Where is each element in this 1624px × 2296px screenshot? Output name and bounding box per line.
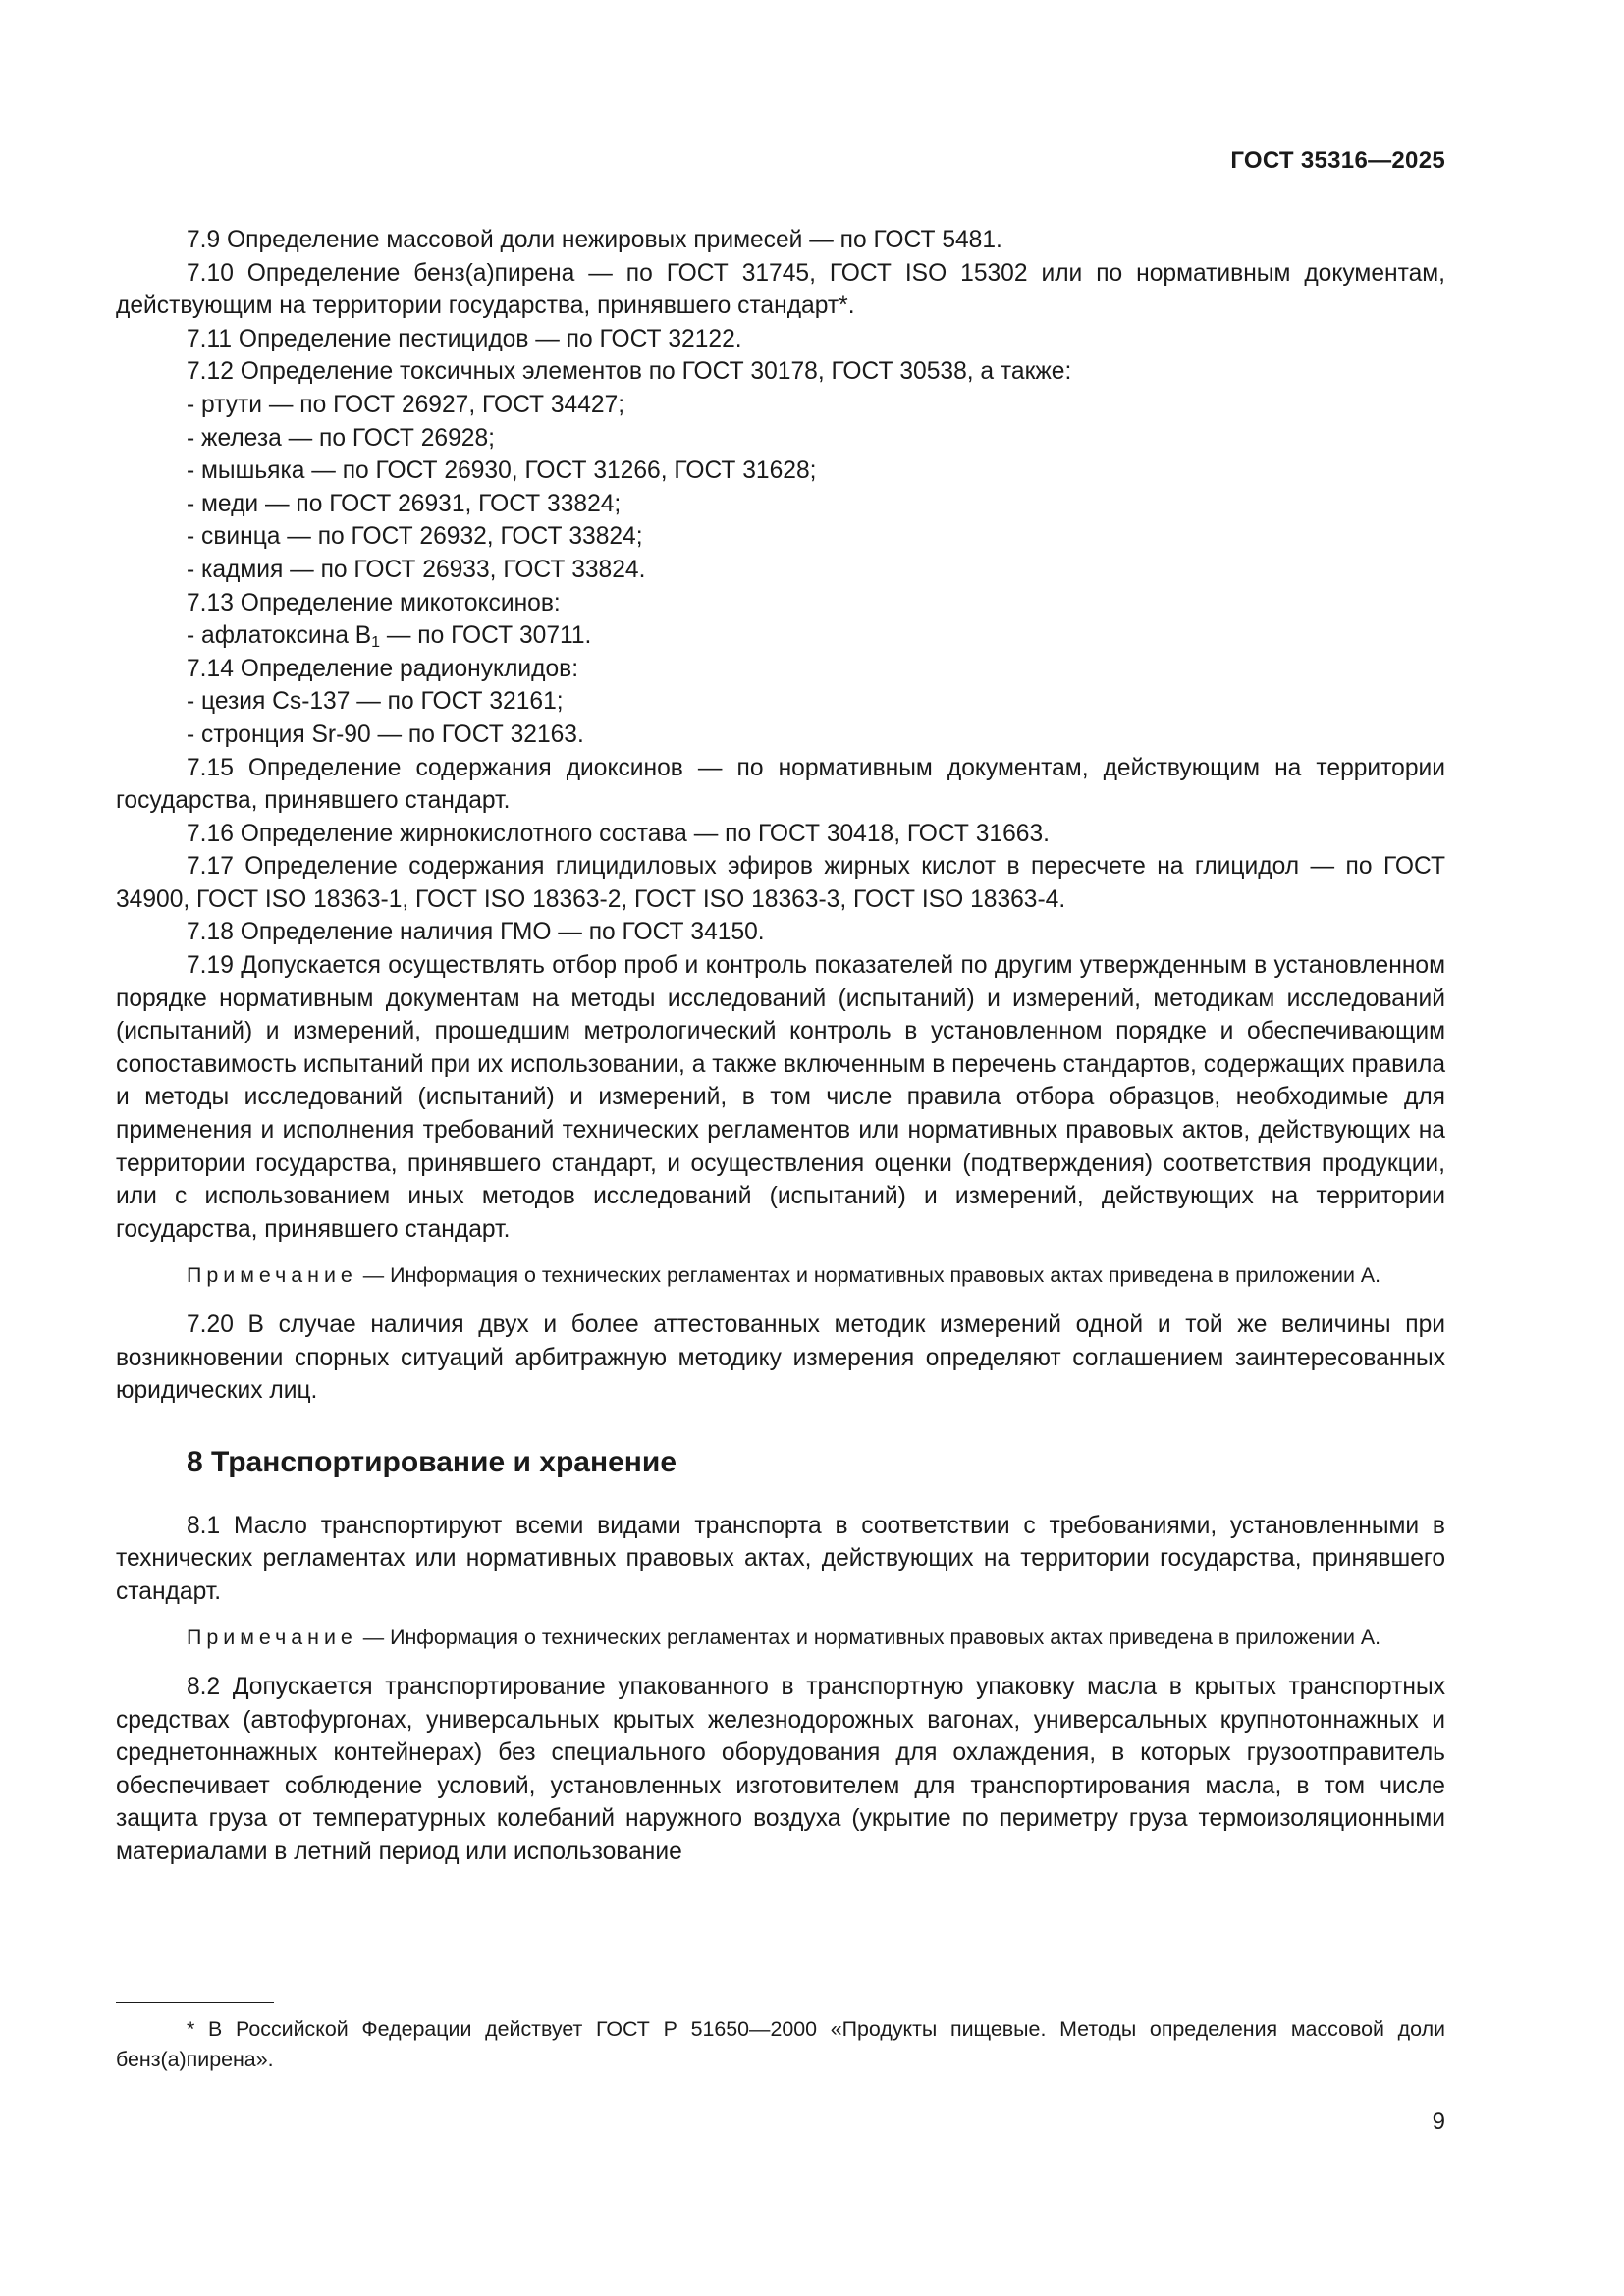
paragraph-7-20: 7.20 В случае наличия двух и более аттестованных методик измерений одной и той же величины при возникновении спорных ситуаций арбитражную методику измерения определяют соглашением заинтересованных юридических лиц. [116, 1310, 1445, 1405]
list-item-mercury: - ртути — по ГОСТ 26927, ГОСТ 34427; [187, 391, 625, 418]
note-7-19 [116, 1260, 1445, 1291]
paragraph-7-9: 7.9 Определение массовой доли нежировых примесей — по ГОСТ 5481. [187, 227, 1002, 253]
note-label: Примечание [187, 1626, 357, 1650]
list-item-copper: - меди — по ГОСТ 26931, ГОСТ 33824; [187, 490, 622, 517]
document-header-id: ГОСТ 35316—2025 [1230, 147, 1445, 174]
list-item-iron: - железа — по ГОСТ 26928; [187, 424, 495, 452]
paragraph-7-15: 7.15 Определение содержания диоксинов — по нормативным документам, действующим на территории государства, принявшего стандарт. [116, 754, 1445, 815]
note-text: — Информация о технических регламентах и нормативных правовых актах приведена в приложении А. [356, 1626, 1381, 1650]
paragraph-7-10: 7.10 Определение бенз(а)пирена — по ГОСТ 31745, ГОСТ ISO 15302 или по нормативным документам, действующим на территории государства, принявшего стандарт*. [116, 259, 1445, 320]
note-text: — Информация о технических регламентах и нормативных правовых актах приведена в приложении А. [356, 1263, 1381, 1288]
paragraph-7-13: 7.13 Определение микотоксинов: [187, 589, 561, 616]
paragraph-7-11: 7.11 Определение пестицидов — по ГОСТ 32122. [187, 325, 742, 352]
paragraph-7-17: 7.17 Определение содержания глицидиловых эфиров жирных кислот в пересчете на глицидол — по ГОСТ 34900, ГОСТ ISO 18363-1, ГОСТ ISO 18363-2, ГОСТ ISO 18363-3, ГОСТ ISO 18363-4. [116, 853, 1445, 913]
section-8-heading: 8 Транспортирование и хранение [187, 1445, 677, 1478]
paragraph-7-18: 7.18 Определение наличия ГМО — по ГОСТ 34150. [187, 919, 765, 946]
aflatoxin-subscript: 1 [371, 634, 381, 652]
list-item-lead: - свинца — по ГОСТ 26932, ГОСТ 33824; [187, 523, 643, 551]
list-item-aflatoxin [116, 619, 1445, 653]
paragraph-7-16: 7.16 Определение жирнокислотного состава — по ГОСТ 30418, ГОСТ 31663. [187, 820, 1050, 847]
list-item-arsenic: - мышьяка — по ГОСТ 26930, ГОСТ 31266, ГОСТ 31628; [187, 457, 817, 485]
note-8-1 [116, 1623, 1445, 1653]
paragraph-8-2: 8.2 Допускается транспортирование упакованного в транспортную упаковку масла в крытых транспортных средствах (автофургонах, универсальных крытых железнодорожных вагонах, универсальных крупнотоннажных и среднетоннажных контейнерах) без специального оборудования для охлаждения, в которых грузоотправитель обеспечивает соблюдение условий, установленных изготовителем для транспортирования масла, в том числе защита груза от температурных колебаний наружного воздуха (укрытие по периметру груза термоизоляционными материалами в летний период или использование [116, 1673, 1445, 1865]
note-label: Примечание [187, 1263, 357, 1288]
paragraph-8-1: 8.1 Масло транспортируют всеми видами транспорта в соответствии с требованиями, установленными в технических регламентах или нормативных правовых актах, действующих на территории государства, принявшего стандарт. [116, 1512, 1445, 1605]
list-item-strontium: - стронция Sr-90 — по ГОСТ 32163. [187, 721, 584, 748]
page-number: 9 [1432, 2109, 1445, 2135]
paragraph-7-12: 7.12 Определение токсичных элементов по ГОСТ 30178, ГОСТ 30538, а также: [187, 358, 1072, 386]
footnote-divider [116, 2002, 274, 2003]
paragraph-7-14: 7.14 Определение радионуклидов: [187, 655, 579, 682]
paragraph-7-19: 7.19 Допускается осуществлять отбор проб и контроль показателей по другим утвержденным в установленном порядке нормативным документам на методы исследований (испытаний) и измерений, методикам исследований (испытаний) и измерений, прошедшим метрологический контроль в установленном порядке и обеспечивающим сопоставимость испытаний при их использовании, а также включенным в перечень стандартов, содержащих правила и методы исследований (испытаний) и измерений, в том числе правила отбора образцов, необходимые для применения и исполнения требований технических регламентов или нормативных правовых актов, действующих на территории государства, принявшего стандарт, и осуществления оценки (подтверждения) соответствия продукции, или с использованием иных методов исследований (испытаний) и измерений, действующих на территории государства, принявшего стандарт. [116, 952, 1445, 1243]
list-item-cesium: - цезия Cs-137 — по ГОСТ 32161; [187, 688, 564, 716]
aflatoxin-prefix: - афлатоксина В [187, 622, 372, 650]
main-content [116, 224, 1445, 1869]
aflatoxin-suffix: — по ГОСТ 30711. [380, 622, 592, 650]
footnote: * В Российской Федерации действует ГОСТ Р 51650—2000 «Продукты пищевые. Методы определения массовой доли бенз(а)пирена». [116, 2017, 1445, 2071]
list-item-cadmium: - кадмия — по ГОСТ 26933, ГОСТ 33824. [187, 556, 646, 583]
